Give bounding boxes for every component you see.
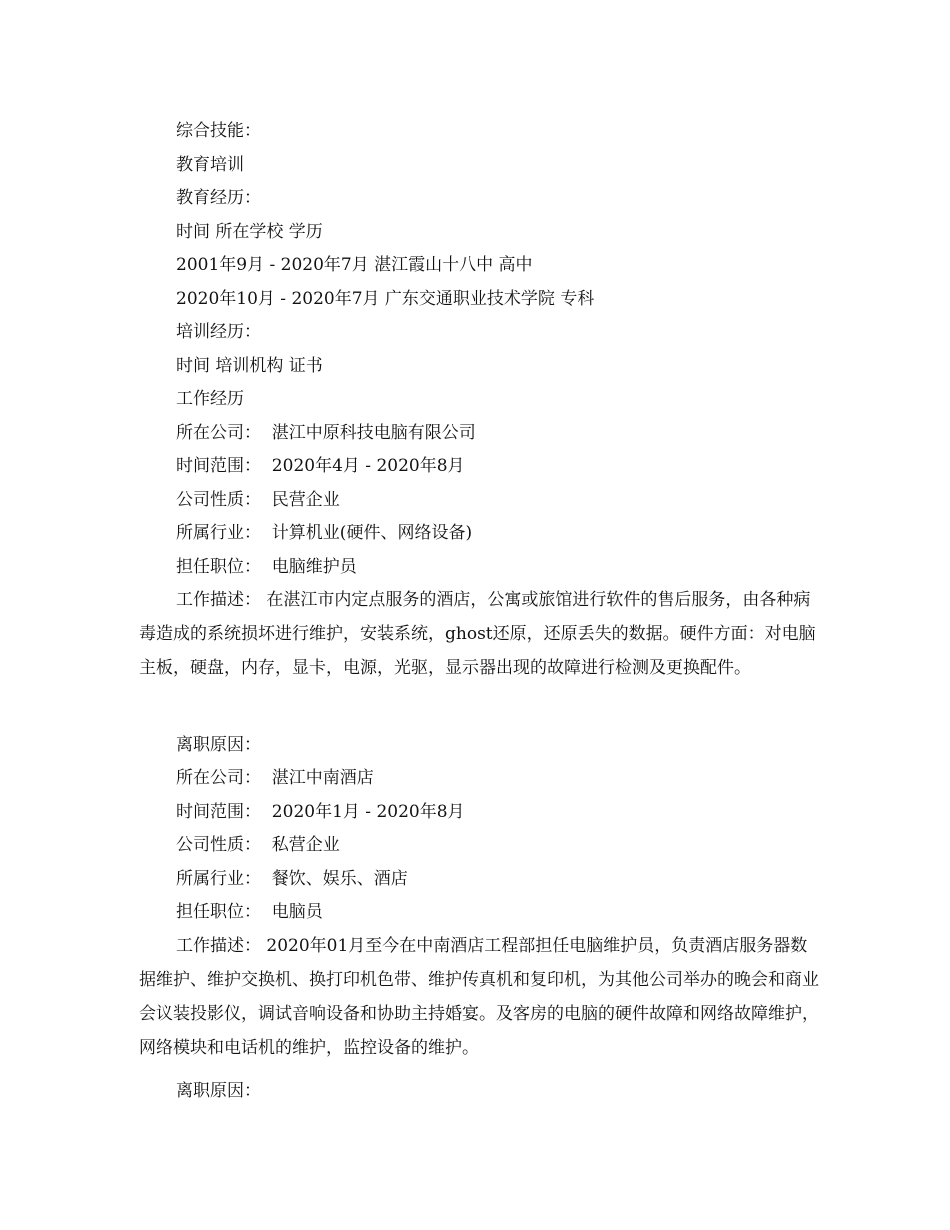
job-leaving-reason: 离职原因： bbox=[176, 1081, 261, 1101]
job-industry: 所属行业： 餐饮、娱乐、酒店 bbox=[176, 869, 408, 889]
work-heading: 工作经历 bbox=[176, 389, 244, 409]
education-columns: 时间 所在学校 学历 bbox=[176, 222, 323, 242]
training-heading: 培训经历： bbox=[176, 322, 261, 342]
job-position: 担任职位： 电脑维护员 bbox=[176, 557, 357, 577]
job-company: 所在公司： 湛江中南酒店 bbox=[176, 768, 374, 788]
job-company-nature: 公司性质： 私营企业 bbox=[176, 835, 340, 855]
job-description-text: 工作描述： 在湛江市内定点服务的酒店，公寓或旅馆进行软件的售后服务，由各种病毒造成的系统损坏进行维护，安装系统，ghost还原，还原丢失的数据。硬件方面：对电脑主板，硬盘，内存，显卡，电源，光驱，显示器出现的故障进行检测及更换配件。 bbox=[139, 590, 816, 678]
education-heading: 教育经历： bbox=[176, 188, 261, 208]
job-leaving-reason: 离职原因： bbox=[176, 735, 261, 755]
comprehensive-skills-heading: 综合技能： bbox=[176, 121, 261, 141]
job-company: 所在公司： 湛江中原科技电脑有限公司 bbox=[176, 423, 476, 443]
education-row: 2001年9月 - 2020年7月 湛江霞山十八中 高中 bbox=[176, 255, 533, 275]
job-description-text: 工作描述： 2020年01月至今在中南酒店工程部担任电脑维护员，负责酒店服务器数据维护、维护交换机、换打印机色带、维护传真机和复印机，为其他公司举办的晚会和商业会议装投影仪，调试音响设备和协助主持婚宴。及客房的电脑的硬件故障和网络故障维护，网络模块和电话机的维护，监控设备的维护。 bbox=[139, 936, 819, 1058]
job-description bbox=[139, 583, 819, 685]
job-position: 担任职位： 电脑员 bbox=[176, 902, 323, 922]
education-row: 2020年10月 - 2020年7月 广东交通职业技术学院 专科 bbox=[176, 289, 595, 309]
job-period: 时间范围： 2020年4月 - 2020年8月 bbox=[176, 456, 465, 476]
job-period: 时间范围： 2020年1月 - 2020年8月 bbox=[176, 802, 465, 822]
job-industry: 所属行业： 计算机业(硬件、网络设备) bbox=[176, 523, 473, 543]
education-training-label: 教育培训 bbox=[176, 155, 244, 175]
job-description bbox=[139, 929, 819, 1065]
job-company-nature: 公司性质： 民营企业 bbox=[176, 490, 340, 510]
training-columns: 时间 培训机构 证书 bbox=[176, 356, 323, 376]
